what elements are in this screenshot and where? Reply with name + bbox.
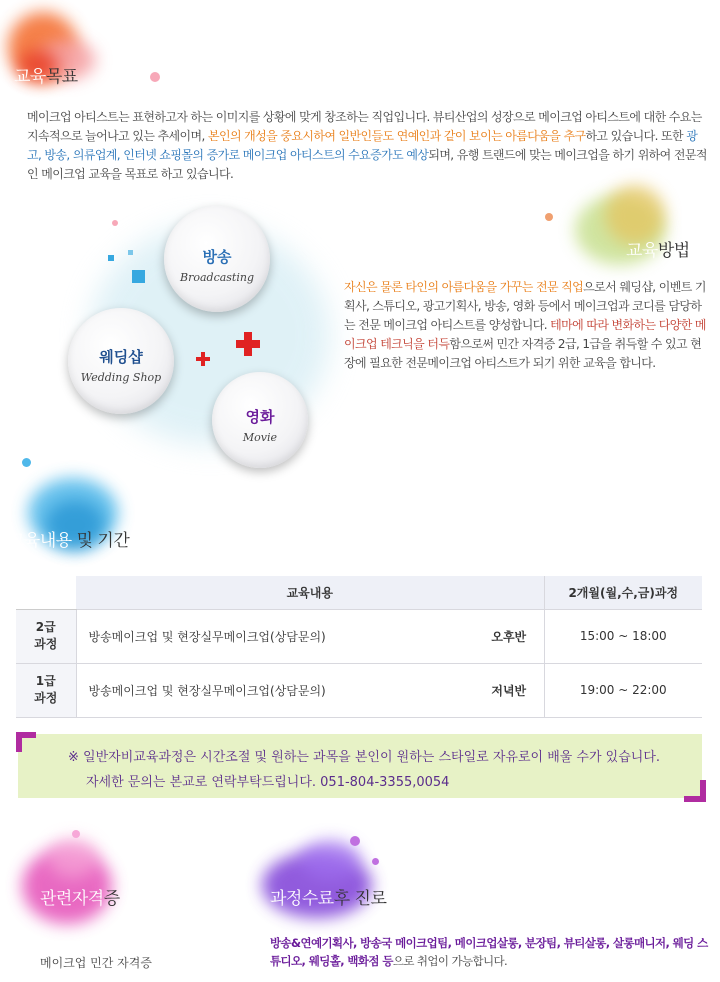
class-cell: 저녁반 xyxy=(474,663,544,717)
circle-wedding-shop xyxy=(68,308,174,414)
dot-decoration xyxy=(72,830,80,838)
cert-text: 메이크업 민간 자격증 xyxy=(40,956,152,970)
circle-subtitle: Wedding Shop xyxy=(80,371,162,384)
dot-decoration xyxy=(112,220,118,226)
section-title-method: 교육방법 xyxy=(626,241,690,261)
circle-title: 영화 xyxy=(245,408,275,426)
class-cell: 오후반 xyxy=(474,609,544,663)
note-line-2: 자세한 문의는 본교로 연락부탁드립니다. 051-804-3355,0054 xyxy=(86,775,450,790)
goal-description: 메이크업 아티스트는 표현하고자 하는 이미지를 상황에 맞게 창조하는 직업입니다. 뷰티산업의 성장으로 메이크업 아티스트에 대한 수요는 지속적으로 늘어나고 있는 추세이며, 본인의 개성을 중요시하여 일반인들도 연예인과 같이 보이는 아름다움을 추구하고 있습니다. 또한 광고, 방송, 의류업계, 인터넷 쇼핑몰의 증가로 메이크업 아티스트의 수요증가도 예상되며, 유행 트랜드에 맞는 메이크업을 하기 위하여 전문적인 메이크업 교육을 목표로 하고 있습니다. xyxy=(27,110,707,181)
circle-broadcasting xyxy=(164,206,270,312)
plus-icon xyxy=(236,332,260,356)
header-content: 교육내용 xyxy=(76,576,544,609)
square-decoration xyxy=(108,255,114,261)
dot-decoration xyxy=(372,858,379,865)
section-title-career: 과정수료후 진로 xyxy=(270,889,387,909)
time-cell: 19:00 ~ 22:00 xyxy=(544,663,702,717)
section-title-goal: 교육목표 xyxy=(14,67,78,87)
time-cell: 15:00 ~ 18:00 xyxy=(544,609,702,663)
section-title-content: 교육내용 및 기간 xyxy=(8,531,130,551)
schedule-table xyxy=(16,576,702,718)
section-title-cert: 관련자격증 xyxy=(40,889,120,909)
note-line-1: ※ 일반자비교육과정은 시간조절 및 원하는 과목을 본인이 원하는 스타일로 자유로이 배울 수가 있습니다. xyxy=(68,750,661,765)
circle-title: 방송 xyxy=(202,248,232,266)
circle-title: 웨딩샵 xyxy=(99,348,143,366)
dot-decoration xyxy=(545,213,553,221)
desc-cell: 방송메이크업 및 현장실무메이크업(상담문의) xyxy=(76,609,474,663)
square-decoration xyxy=(128,250,133,255)
dot-decoration xyxy=(350,836,360,846)
header-period: 2개월(월,수,금)과정 xyxy=(544,576,702,609)
note-box xyxy=(18,734,702,798)
circle-subtitle: Broadcasting xyxy=(180,271,254,284)
table-row xyxy=(16,609,702,663)
bracket-decoration xyxy=(700,780,706,802)
dot-decoration xyxy=(150,72,160,82)
circle-subtitle: Movie xyxy=(242,431,278,444)
method-description: 자신은 물론 타인의 아름다움을 가꾸는 전문 직업으로서 웨딩샵, 이벤트 기획사, 스튜디오, 광고기획사, 방송, 영화 등에서 메이크업과 코디를 담당하는 전문 메이크업 아티스트를 양성합니다. 테마에 따라 변화하는 다양한 메이크업 테크닉을 터득함으로써 민간 자격증 2급, 1급을 취득할 수 있고 현장에 필요한 전문메이크업 아티스트가 되기 위한 교육을 합니다. xyxy=(344,280,706,370)
level-cell: 1급 과정 xyxy=(16,663,76,717)
table-row xyxy=(16,663,702,717)
bracket-decoration xyxy=(16,732,22,752)
plus-icon xyxy=(196,352,210,366)
table-header-row xyxy=(16,576,702,609)
desc-cell: 방송메이크업 및 현장실무메이크업(상담문의) xyxy=(76,663,474,717)
dot-decoration xyxy=(22,458,31,467)
circle-movie xyxy=(212,372,308,468)
level-cell: 2급 과정 xyxy=(16,609,76,663)
square-decoration xyxy=(132,270,145,283)
career-text: 방송&연예기획사, 방송국 메이크업팀, 메이크업살롱, 분장팀, 뷰티살롱, 살롱매니저, 웨딩 스튜디오, 웨딩홀, 백화점 등으로 취업이 가능합니다. xyxy=(270,936,708,968)
